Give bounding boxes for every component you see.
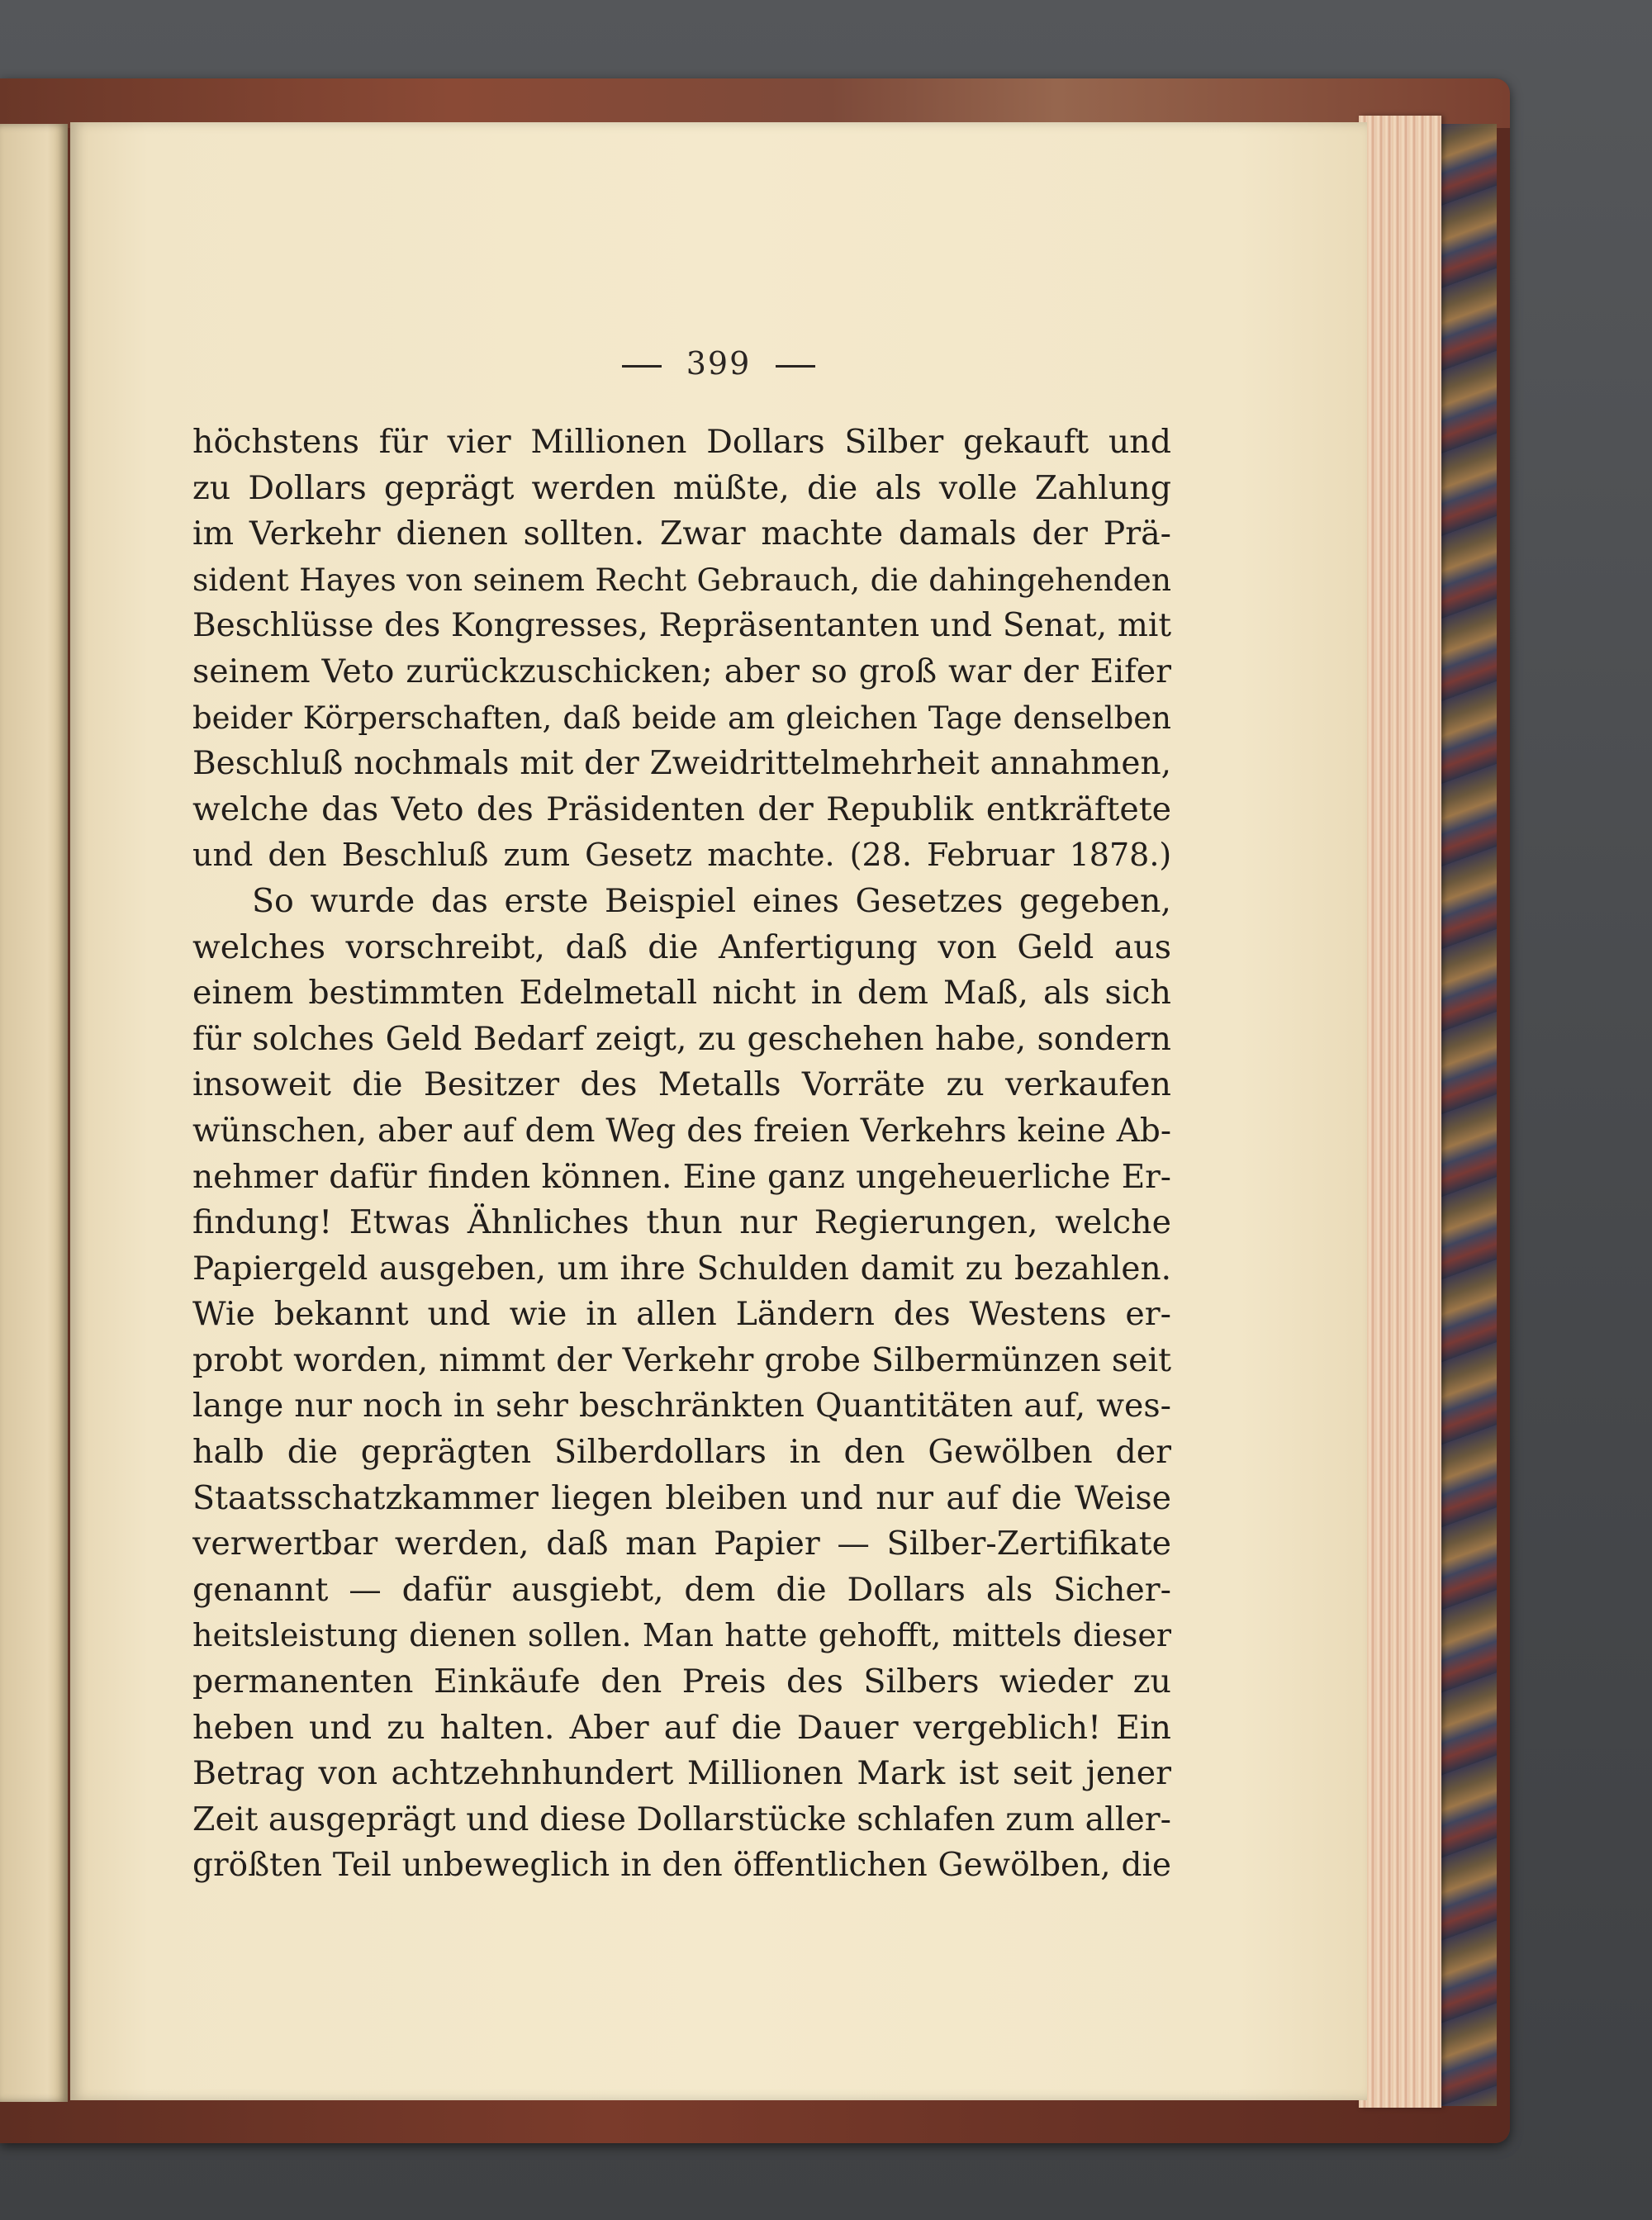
header-dash-right	[776, 365, 815, 368]
text-line: höchstens für vier Millionen Dollars Silber gekauft und	[192, 423, 1171, 461]
text-line: Beschluß nochmals mit der Zweidrittelmehrheit annahmen,	[192, 745, 1171, 783]
page-stack-edges	[1359, 116, 1441, 2108]
left-page-edge	[0, 124, 68, 2102]
body-text	[192, 420, 1171, 1889]
header-dash-left	[622, 365, 662, 368]
text-line: beider Körperschaften, daß beide am gleichen Tage denselben	[192, 700, 1171, 736]
paragraph-1	[192, 420, 1171, 879]
text-line: permanenten Einkäufe den Preis des Silbers wieder zu	[192, 1663, 1171, 1701]
marbled-endpaper	[1439, 124, 1497, 2106]
text-line: genannt — dafür ausgiebt, dem die Dollars als Sicher-	[192, 1570, 1171, 1609]
paragraph-2	[192, 879, 1171, 1889]
text-line: welche das Veto des Präsidenten der Republik entkräftete	[192, 790, 1171, 828]
text-line: halb die geprägten Silberdollars in den Gewölben der	[192, 1433, 1171, 1472]
text-line: Staatsschatzkammer liegen bleiben und nur auf die Weise	[192, 1478, 1171, 1517]
text-line: einem bestimmten Edelmetall nicht in dem Maß, als sich	[192, 974, 1171, 1013]
text-line: und den Beschluß zum Gesetz machte. (28. Februar 1878.)	[192, 837, 1171, 874]
text-line: findung! Etwas Ähnliches thun nur Regierungen, welche	[192, 1203, 1171, 1242]
text-line: Papiergeld ausgeben, um ihre Schulden damit zu bezahlen.	[192, 1250, 1171, 1288]
text-line: heben und zu halten. Aber auf die Dauer vergeblich! Ein	[192, 1708, 1171, 1747]
text-line: zu Dollars geprägt werden müßte, die als volle Zahlung	[192, 468, 1171, 507]
text-line: Beschlüsse des Kongresses, Repräsentanten und Senat, mit	[192, 607, 1171, 645]
page-number: 399	[686, 345, 752, 382]
text-line: heitsleistung dienen sollen. Man hatte gehofft, mittels dieser	[192, 1617, 1171, 1654]
text-line: insoweit die Besitzer des Metalls Vorräte zu verkaufen	[192, 1065, 1171, 1104]
book-page	[70, 122, 1367, 2100]
text-line: welches vorschreibt, daß die Anfertigung von Geld aus	[192, 927, 1171, 966]
page-number-header	[70, 345, 1367, 382]
text-line: Zeit ausgeprägt und diese Dollarstücke schlafen zum aller-	[192, 1800, 1171, 1838]
text-line: größten Teil unbeweglich in den öffentlichen Gewölben, die	[192, 1847, 1171, 1885]
text-line: für solches Geld Bedarf zeigt, zu geschehen habe, sondern	[192, 1019, 1171, 1058]
text-line: im Verkehr dienen sollten. Zwar machte damals der Prä-	[192, 515, 1171, 553]
text-line: wünschen, aber auf dem Weg des freien Verkehrs keine Ab-	[192, 1112, 1171, 1150]
book-cover-top-edge	[0, 78, 1510, 128]
text-line: seinem Veto zurückzuschicken; aber so groß war der Eifer	[192, 652, 1171, 690]
text-line: verwertbar werden, daß man Papier — Silber-Zertifikate	[192, 1525, 1171, 1563]
text-line: Betrag von achtzehnhundert Millionen Mark ist seit jener	[192, 1754, 1171, 1793]
text-line: probt worden, nimmt der Verkehr grobe Silbermünzen seit	[192, 1340, 1171, 1379]
text-line: sident Hayes von seinem Recht Gebrauch, die dahingehenden	[192, 561, 1171, 598]
text-line: Wie bekannt und wie in allen Ländern des Westens er-	[192, 1295, 1171, 1334]
text-line: lange nur noch in sehr beschränkten Quantitäten auf, wes-	[192, 1387, 1171, 1425]
text-line: nehmer dafür finden können. Eine ganz ungeheuerliche Er-	[192, 1158, 1171, 1196]
text-line: So wurde das erste Beispiel eines Gesetzes gegeben,	[252, 881, 1171, 920]
